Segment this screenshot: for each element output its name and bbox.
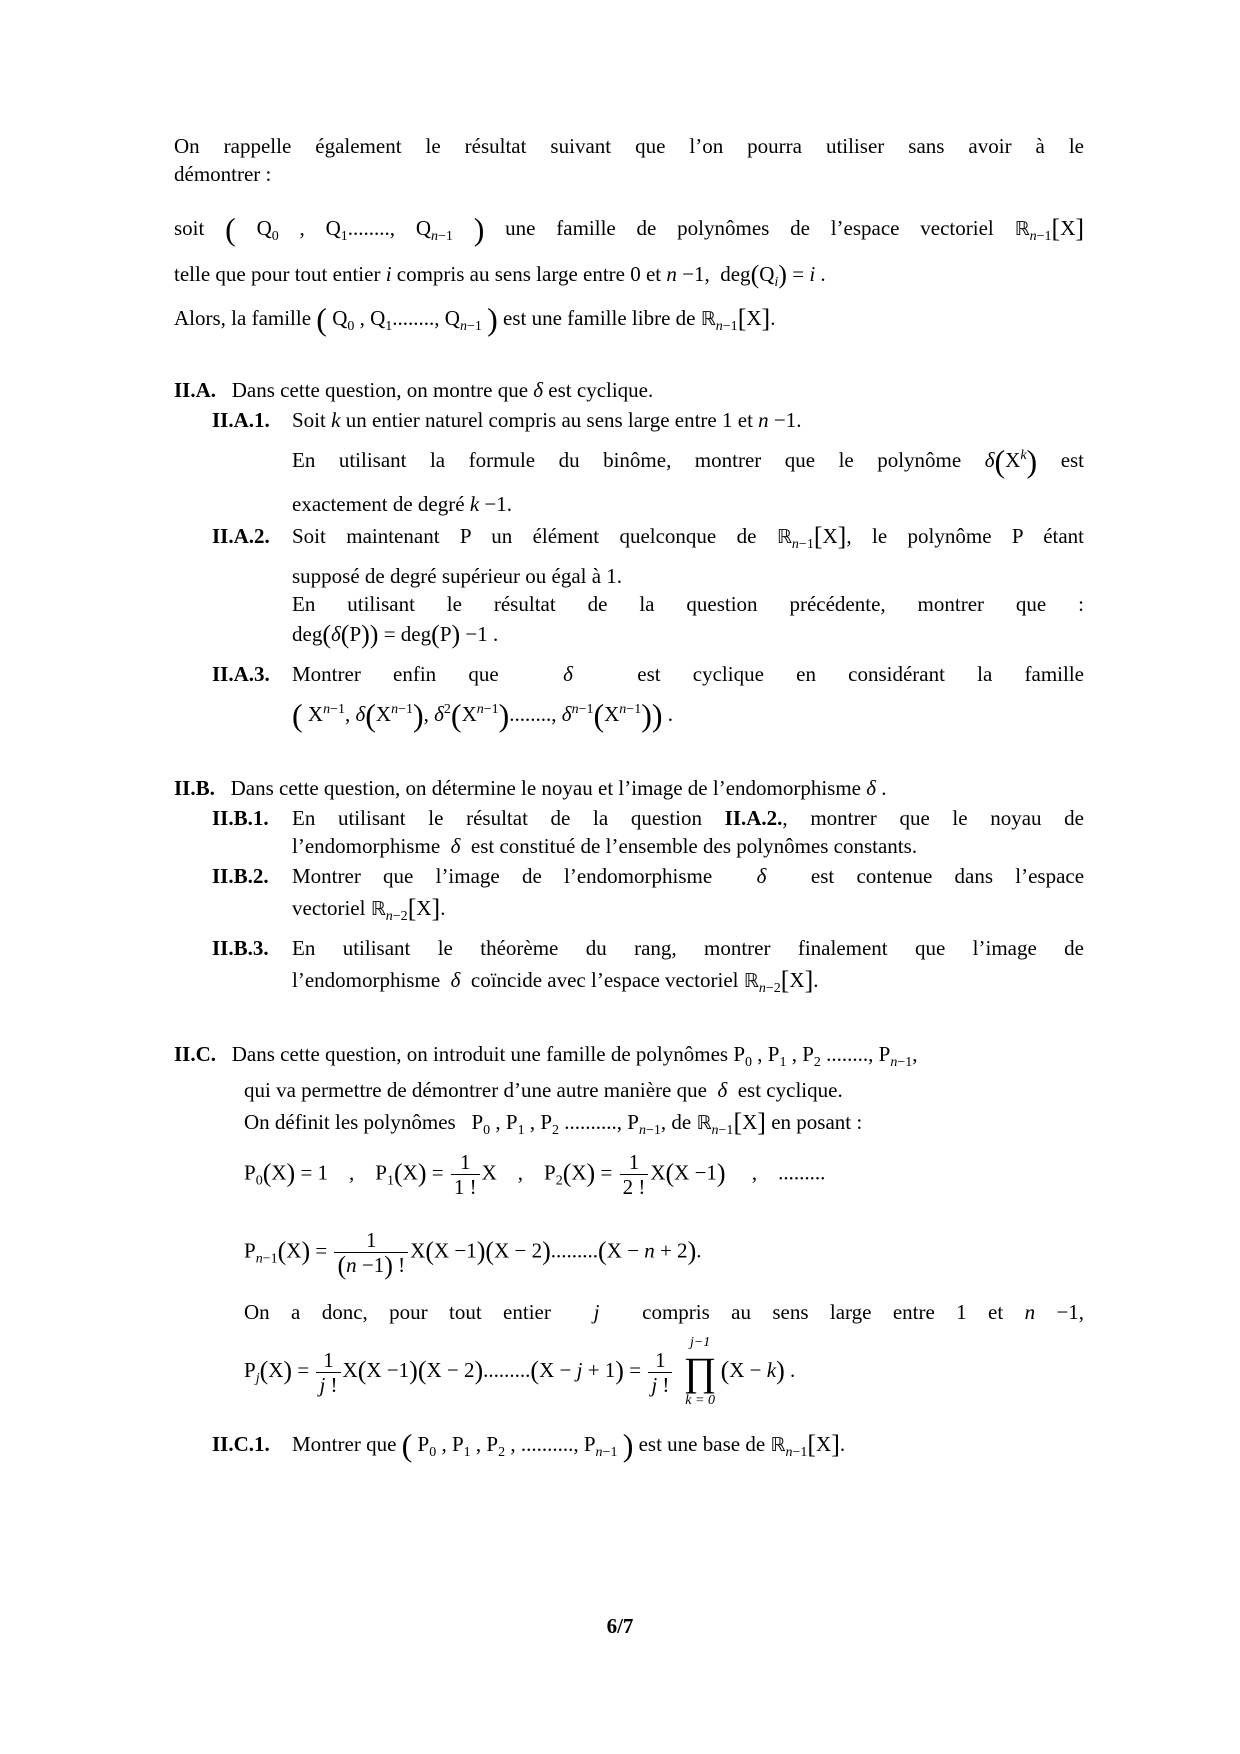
math-deg-q: n −1, $deg(Q_i) = i$ . — [666, 260, 826, 291]
question-IIA1-line3: exactement de degré k −1. — [292, 492, 512, 516]
question-IIB1-line2: l’endomorphisme δ est constitué de l’ensemble des polynômes constants. — [292, 834, 918, 858]
question-IIB3-line2: l’endomorphisme δ coïncide avec l’espace vectoriel ℝ$_{n-2}$[X]. — [292, 966, 819, 997]
intro-line-1: On rappelle également le résultat suivant que l’on pourra utiliser sans avoir à le — [174, 134, 1084, 158]
section-IIA-heading: II.A. Dans cette question, on montre que δ est cyclique. — [174, 378, 654, 402]
section-IIC-heading: II.C. Dans cette question, on introduit une famille de polynômes $P_0$ , $P_1$ , $P_2$ ........, $P_{n-1}$, — [174, 1042, 918, 1071]
question-IIA3: II.A.3. Montrer enfin que δ est cyclique en considérant la famille — [212, 662, 1084, 686]
question-IIB1: II.B.1. En utilisant le résultat de la question II.A.2., montrer que le noyau de — [212, 806, 1085, 830]
question-IIB2: II.B.2. Montrer que l’image de l’endomorphisme δ est contenue dans l’espace — [212, 864, 1085, 888]
question-IIA1-line2: En utilisant la formule du binôme, montrer que le polynôme $\delta(X^k)$ est — [292, 443, 1085, 479]
intro-line-3: soit ( $Q_0$ , $Q_1$........, $Q_{n-1}$ ) une famille de polynômes de l’espace vectoriel ℝ$_{n-1}$[X] — [174, 211, 1085, 247]
intro-line-5: Alors, la famille ( $Q_0$ , $Q_1$........, $Q_{n-1}$ ) est une famille libre de ℝ$_{n-1}$[X]. — [174, 301, 776, 337]
question-IIA2: II.A.2. Soit maintenant P un élément quelconque de ℝ$_{n-1}$[X], le polynôme P étant — [212, 522, 1085, 553]
section-IIC-donc: On a donc, pour tout entier j compris au sens large entre 1 et n −1, — [244, 1300, 1085, 1324]
question-IIA3-formula: ( $X^{n-1}$, $\delta(X^{n-1})$, $\delta^2(X^{n-1})$........, $\delta^{n-1}(X^{n-1})$) . — [292, 697, 674, 733]
math-space: ℝ$_{n-1}$[X] — [1014, 214, 1085, 245]
question-IIB2-line2: vectoriel ℝ$_{n-2}$[X]. — [292, 894, 446, 925]
question-IIA2-line3: En utilisant le résultat de la question précédente, montrer que : — [292, 592, 1084, 616]
intro-line-4: telle que pour tout entier i compris au sens large entre 0 et n −1, $deg(Q_i) = i$ . — [174, 260, 826, 291]
formula-P0-P1-P2: $P_0(X) = 1$ , $P_1(X)$ = $\frac{1}{1 !}$ X , $P_2(X)$ = $\frac{1}{2 !}$ X(X −1) , ......... — [244, 1150, 826, 1199]
question-IIA2-formula: deg(δ(P)) = deg(P) −1 . — [292, 620, 499, 649]
intro-line-2: démontrer : — [174, 162, 272, 186]
question-IIA1: II.A.1. Soit k un entier naturel compris au sens large entre 1 et n −1. — [212, 408, 802, 432]
math-family-q: ( $Q_0$ , $Q_1$........, $Q_{n-1}$ ) — [225, 211, 485, 247]
question-IIC1: II.C.1. Montrer que ( $P_0$ , $P_1$ , $P_2$ , .........., $P_{n-1}$ ) est une base de ℝ$_{n-1}$[X]. — [212, 1427, 846, 1463]
question-IIA2-line2: supposé de degré supérieur ou égal à 1. — [292, 564, 623, 588]
page-number: 6/7 — [606, 1614, 634, 1638]
question-IIB3: II.B.3. En utilisant le théorème du rang, montrer finalement que l’image de — [212, 936, 1084, 960]
formula-Pj: $P_j(X)$ = $\frac{1}{j !}$ X(X −1)(X − 2).........(X − j + 1) = $\frac{1}{j !}$ j−1 ∏ k = 0 (X − k) . — [244, 1335, 796, 1408]
section-IIB-heading: II.B. Dans cette question, on détermine le noyau et l’image de l’endomorphisme δ . — [174, 776, 887, 800]
section-IIC-line2: qui va permettre de démontrer d’une autre manière que δ est cyclique. — [244, 1078, 843, 1102]
section-IIC-line3: On définit les polynômes $P_0$ , $P_1$ , $P_2$ .........., $P_{n-1}$, de ℝ$_{n-1}$[X] en posant : — [244, 1108, 863, 1139]
formula-Pn-1: $P_{n-1}(X)$ = $\frac{1}{(n -1) !}$ X(X −1)(X − 2).........(X − n + 2). — [244, 1228, 702, 1280]
